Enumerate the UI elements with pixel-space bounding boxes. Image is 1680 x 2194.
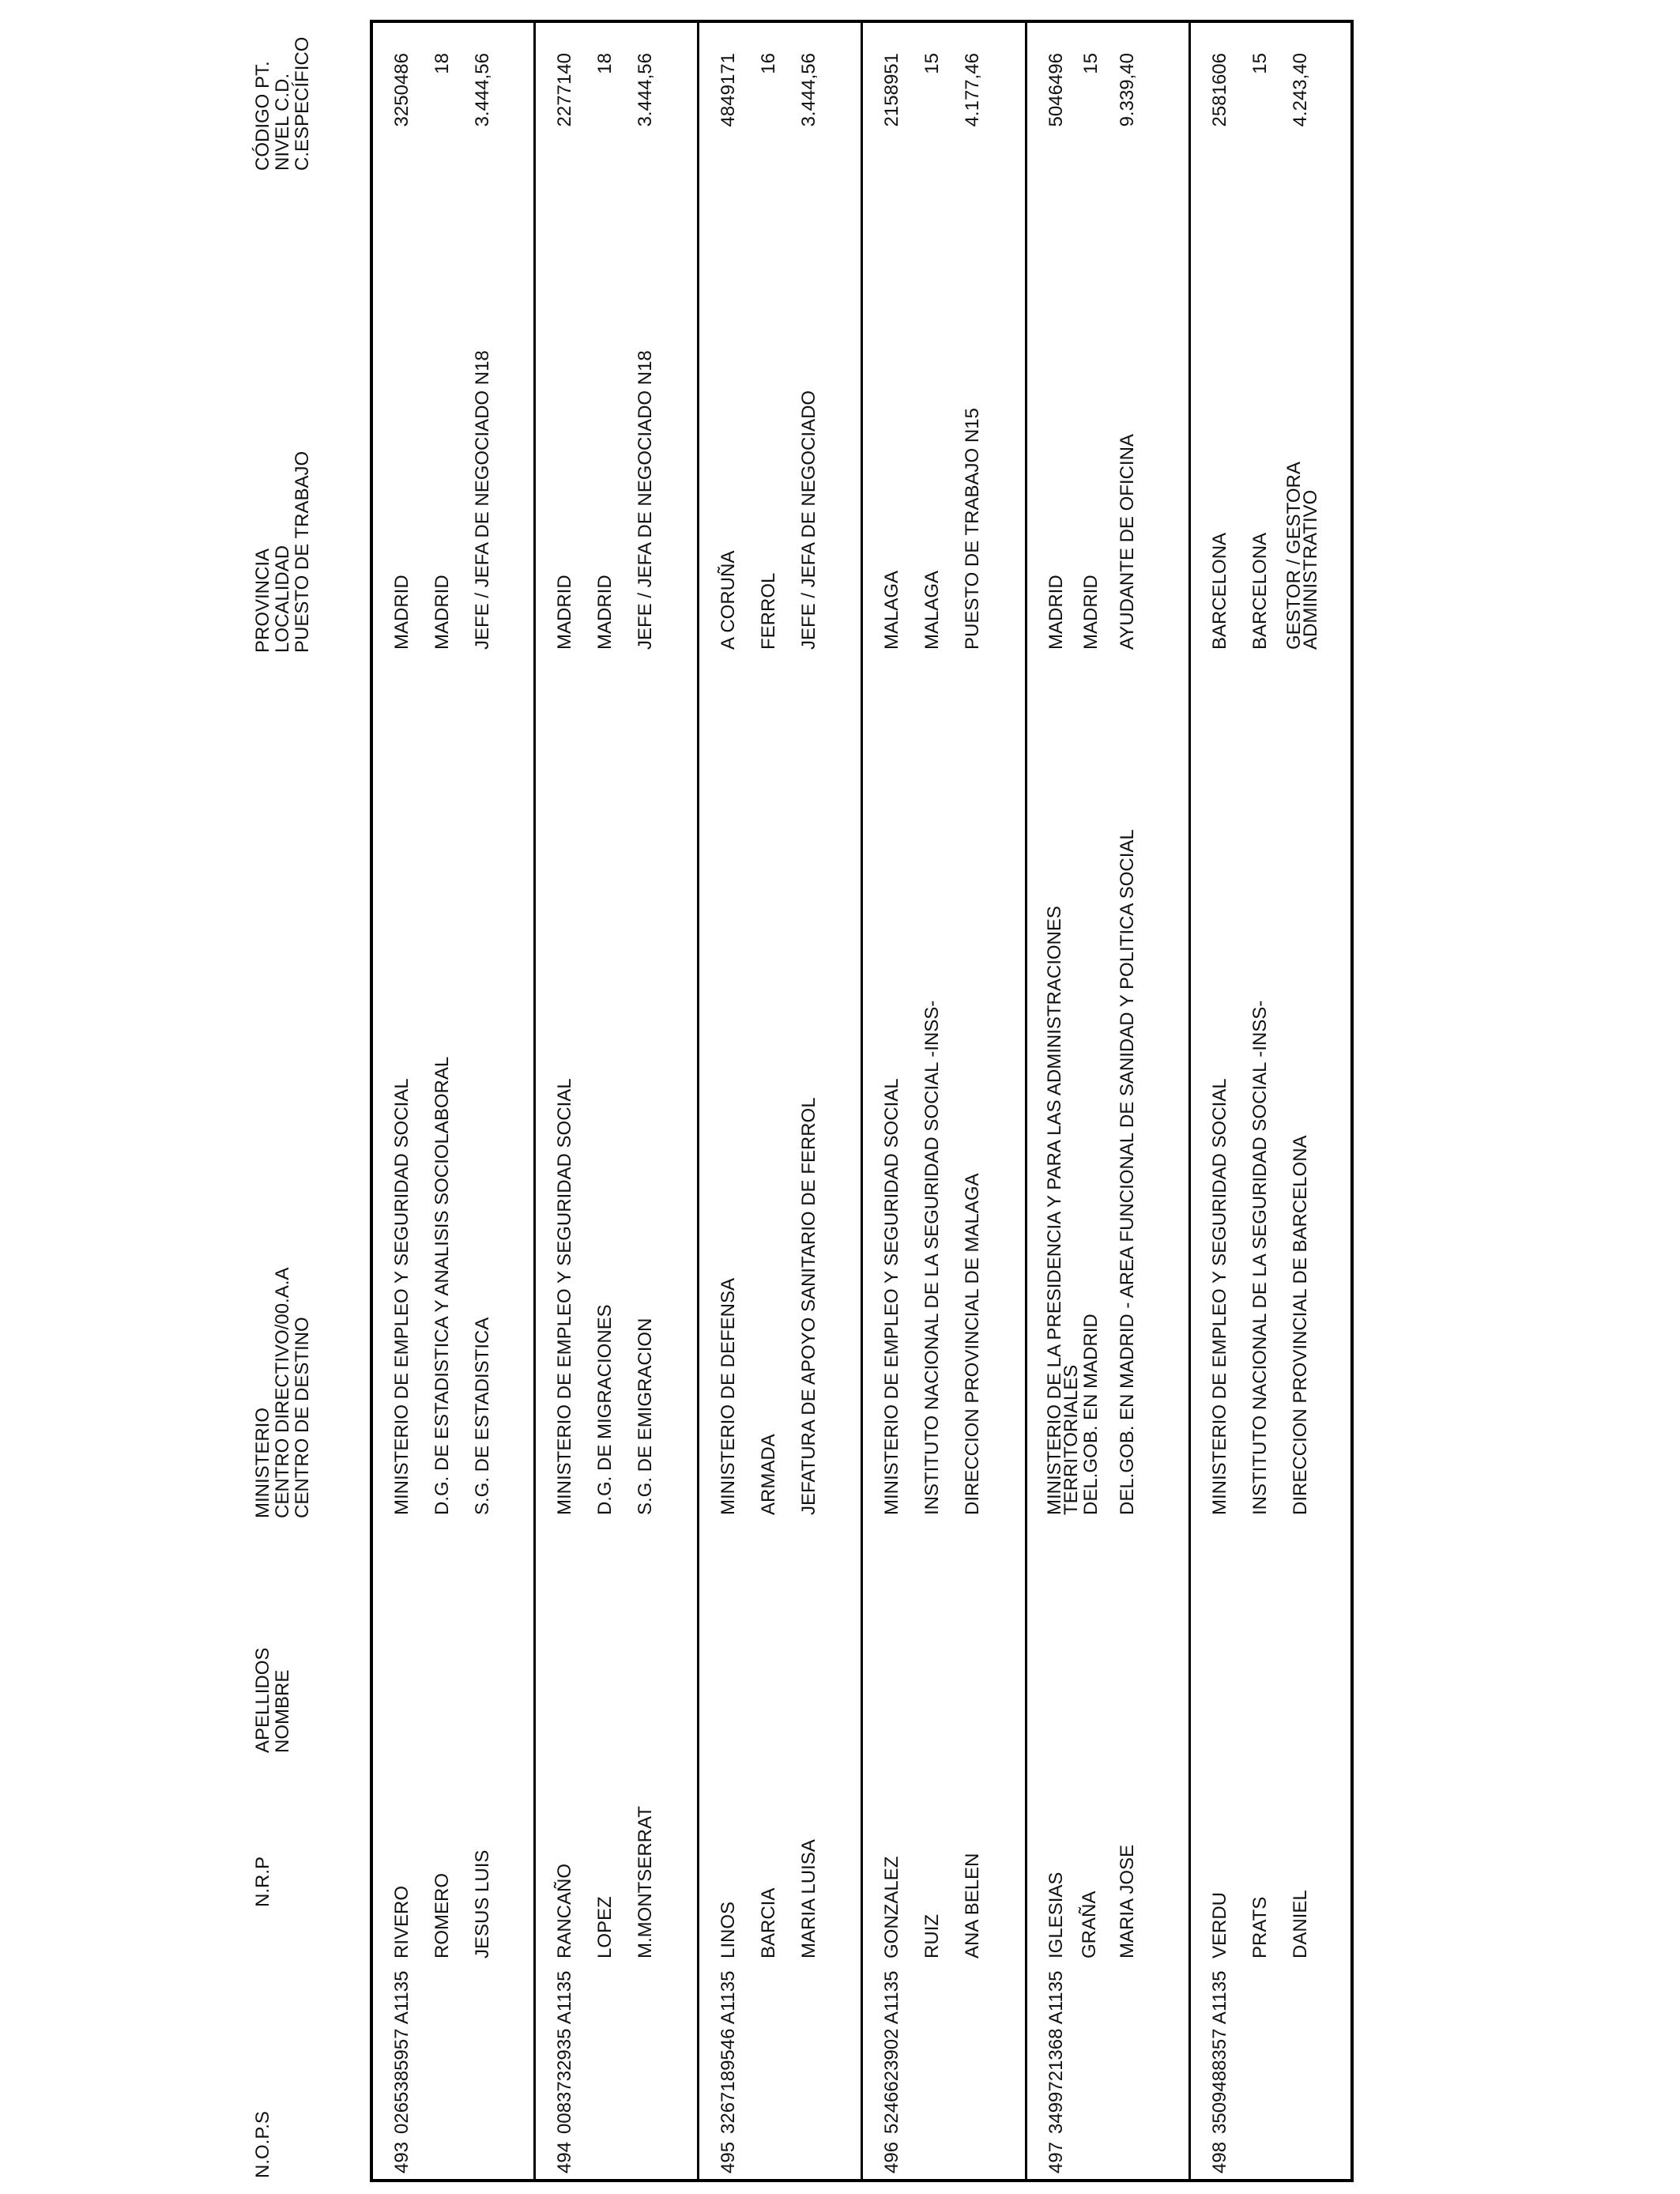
row-centro-destino-line: JEFATURA DE APOYO SANITARIO DE FERROL (798, 1097, 819, 1515)
row-apellido2: ROMERO (431, 1873, 453, 1958)
row-centro-directivo (595, 1304, 615, 1515)
row-puesto (799, 390, 819, 650)
row-provincia: BARCELONA (1209, 532, 1230, 650)
row-codigo: 5046496 (1045, 53, 1067, 127)
row-centro-destino (1290, 1135, 1310, 1515)
header-centro-destino-line: CENTRO DE DESTINO (292, 1317, 313, 1518)
header-codigo-pt-line: CÓDIGO PT. (252, 61, 273, 171)
table-row (699, 23, 861, 2179)
row-provincia: MADRID (1045, 575, 1067, 650)
row-puesto-line: JEFE / JEFA DE NEGOCIADO (798, 390, 819, 650)
row-centro-directivo-line: D.G. DE ESTADISTICA Y ANALISIS SOCIOLABORAL (431, 1056, 453, 1515)
row-nombre: JESUS LUIS (472, 1849, 493, 1958)
header-puesto-line: PUESTO DE TRABAJO (292, 450, 313, 653)
row-ministerio (1210, 1078, 1230, 1515)
row-especifico: 4.243,40 (1290, 53, 1311, 127)
row-provincia: MALAGA (881, 570, 902, 650)
row-especifico: 3.444,56 (798, 53, 819, 127)
row-localidad: MADRID (594, 575, 616, 650)
table-row (536, 23, 697, 2179)
row-ministerio-line: MINISTERIO DE DEFENSA (718, 1277, 739, 1515)
table-row (1027, 23, 1188, 2179)
row-localidad: MALAGA (921, 570, 943, 650)
row-codigo: 3250486 (391, 53, 412, 127)
row-nivel: 15 (1249, 53, 1271, 74)
row-nombre: MARIA JOSE (1117, 1844, 1138, 1958)
table-row (1191, 23, 1350, 2179)
row-nops: 495 (718, 2141, 739, 2173)
row-apellido2: LOPEZ (594, 1896, 616, 1958)
row-centro-directivo-line: INSTITUTO NACIONAL DE LA SEGURIDAD SOCIAL -INSS- (921, 1000, 943, 1515)
row-nombre: M.MONTSERRAT (635, 1806, 656, 1958)
row-centro-destino-line: DEL.GOB. EN MADRID - AREA FUNCIONAL DE SANIDAD Y POLITICA SOCIAL (1117, 829, 1138, 1515)
row-centro-directivo (432, 1057, 452, 1515)
row-nrp: 0265385957 A1135 (391, 1970, 412, 2134)
row-nombre: ANA BELEN (962, 1853, 983, 1958)
row-centro-directivo (1250, 1001, 1270, 1515)
row-nivel: 18 (594, 53, 616, 74)
row-ministerio-line: MINISTERIO DE EMPLEO Y SEGURIDAD SOCIAL (554, 1078, 575, 1515)
row-nrp: 3509488357 A1135 (1209, 1970, 1230, 2134)
row-nrp: 3267189546 A1135 (718, 1970, 739, 2134)
row-centro-destino (473, 1318, 492, 1515)
row-ministerio-line: MINISTERIO DE EMPLEO Y SEGURIDAD SOCIAL (1209, 1078, 1230, 1515)
row-centro-destino-line: DIRECCION PROVINCIAL DE MALAGA (962, 1173, 983, 1515)
row-centro-directivo (1081, 1314, 1101, 1515)
header-especifico-line: C.ESPECÍFICO (292, 36, 313, 171)
row-ministerio-line: MINISTERIO DE EMPLEO Y SEGURIDAD SOCIAL (391, 1078, 412, 1515)
row-ministerio (718, 1278, 738, 1515)
row-provincia: A CORUÑA (718, 550, 739, 650)
row-especifico: 3.444,56 (472, 53, 493, 127)
row-apellido1: GONZALEZ (881, 1856, 902, 1958)
header-nivel-line: NIVEL C.D. (272, 73, 293, 171)
row-puesto-line: ADMINISTRATIVO (1300, 489, 1321, 650)
row-centro-destino (635, 1318, 655, 1515)
row-nombre: MARIA LUISA (798, 1839, 819, 1958)
row-nops: 496 (881, 2141, 902, 2173)
row-localidad: FERROL (758, 572, 779, 650)
row-localidad: MADRID (1080, 575, 1102, 650)
row-centro-directivo (759, 1434, 778, 1515)
header-codigo (253, 37, 312, 171)
row-centro-destino (962, 1173, 982, 1515)
row-especifico: 9.339,40 (1117, 53, 1138, 127)
header-ministerio-line: MINISTERIO (252, 1407, 273, 1518)
table-row (373, 23, 533, 2179)
row-apellido2: RUIZ (921, 1914, 943, 1958)
row-apellido2: GRAÑA (1079, 1891, 1100, 1958)
row-puesto-line: JEFE / JEFA DE NEGOCIADO N18 (472, 350, 493, 650)
row-especifico: 4.177,46 (962, 53, 983, 127)
row-puesto (1283, 462, 1321, 650)
row-codigo: 2581606 (1209, 53, 1230, 127)
table-row (863, 23, 1025, 2179)
row-ministerio (882, 1078, 902, 1515)
row-apellido2: BARCIA (758, 1887, 779, 1958)
row-centro-directivo-line: DEL.GOB. EN MADRID (1080, 1314, 1102, 1515)
row-centro-destino-line: S.G. DE EMIGRACION (635, 1318, 656, 1515)
row-nops: 493 (391, 2141, 412, 2173)
row-nops: 494 (554, 2141, 575, 2173)
row-ministerio (555, 1078, 574, 1515)
row-apellido1: VERDU (1209, 1891, 1230, 1958)
row-puesto-line: JEFE / JEFA DE NEGOCIADO N18 (635, 350, 656, 650)
row-apellido1: RIVERO (391, 1885, 412, 1958)
row-centro-destino-line: S.G. DE ESTADISTICA (472, 1317, 493, 1515)
row-puesto-line: AYUDANTE DE OFICINA (1117, 434, 1138, 650)
row-nivel: 15 (1080, 53, 1102, 74)
row-nops: 497 (1045, 2141, 1067, 2173)
header-apellidos-line: APELLIDOS (252, 1647, 273, 1753)
header-centro-directivo-line: CENTRO DIRECTIVO/00.A.A (272, 1267, 293, 1518)
row-apellido1: RANCAÑO (554, 1863, 575, 1958)
header-apellidos (253, 1648, 292, 1753)
row-puesto-line: PUESTO DE TRABAJO N15 (962, 408, 983, 650)
header-nombre-line: NOMBRE (272, 1669, 293, 1753)
row-nivel: 18 (431, 53, 453, 74)
row-centro-directivo-line: INSTITUTO NACIONAL DE LA SEGURIDAD SOCIAL -INSS- (1249, 1000, 1271, 1515)
row-centro-directivo-line: ARMADA (758, 1434, 779, 1515)
row-nivel: 16 (758, 53, 779, 74)
row-codigo: 4849171 (718, 53, 739, 127)
row-centro-destino (1117, 829, 1137, 1515)
row-codigo: 2277140 (554, 53, 575, 127)
row-ministerio (1044, 906, 1082, 1515)
row-nrp: 0083732935 A1135 (554, 1970, 575, 2134)
header-nrp: N.R.P (252, 1856, 273, 1907)
row-ministerio-line: MINISTERIO DE LA PRESIDENCIA Y PARA LAS ADMINISTRACIONES (1044, 906, 1065, 1515)
row-especifico: 3.444,56 (635, 53, 656, 127)
row-ministerio-line: TERRITORIALES (1060, 1364, 1082, 1515)
row-puesto (473, 350, 492, 650)
row-ministerio-line: MINISTERIO DE EMPLEO Y SEGURIDAD SOCIAL (881, 1078, 902, 1515)
row-localidad: MADRID (431, 575, 453, 650)
row-nombre: DANIEL (1290, 1890, 1311, 1958)
records-table (370, 20, 1354, 2182)
header-ministerio (253, 1268, 312, 1518)
row-nrp: 3499721368 A1135 (1045, 1970, 1067, 2134)
row-apellido2: PRATS (1249, 1896, 1271, 1958)
header-provincia-line: PROVINCIA (252, 548, 273, 653)
row-apellido1: LINOS (718, 1901, 739, 1958)
row-centro-destino-line: DIRECCION PROVINCIAL DE BARCELONA (1290, 1135, 1311, 1515)
row-provincia: MADRID (554, 575, 575, 650)
row-codigo: 2158951 (881, 53, 902, 127)
row-centro-directivo-line: D.G. DE MIGRACIONES (594, 1304, 616, 1515)
row-ministerio (392, 1078, 412, 1515)
header-nops: N.O.P.S (252, 2111, 273, 2178)
row-nops: 498 (1209, 2141, 1230, 2173)
row-puesto-line: GESTOR / GESTORA (1283, 462, 1305, 650)
row-centro-destino (799, 1097, 819, 1515)
row-apellido1: IGLESIAS (1045, 1872, 1067, 1958)
row-localidad: BARCELONA (1249, 532, 1271, 650)
row-centro-directivo (922, 1001, 942, 1515)
header-localidad-line: LOCALIDAD (272, 545, 293, 653)
row-nivel: 15 (921, 53, 943, 74)
row-puesto (962, 408, 982, 650)
header-provincia (253, 451, 312, 653)
row-puesto (1117, 434, 1137, 650)
row-provincia: MADRID (391, 575, 412, 650)
row-nrp: 5246623902 A1135 (881, 1970, 902, 2134)
row-puesto (635, 350, 655, 650)
